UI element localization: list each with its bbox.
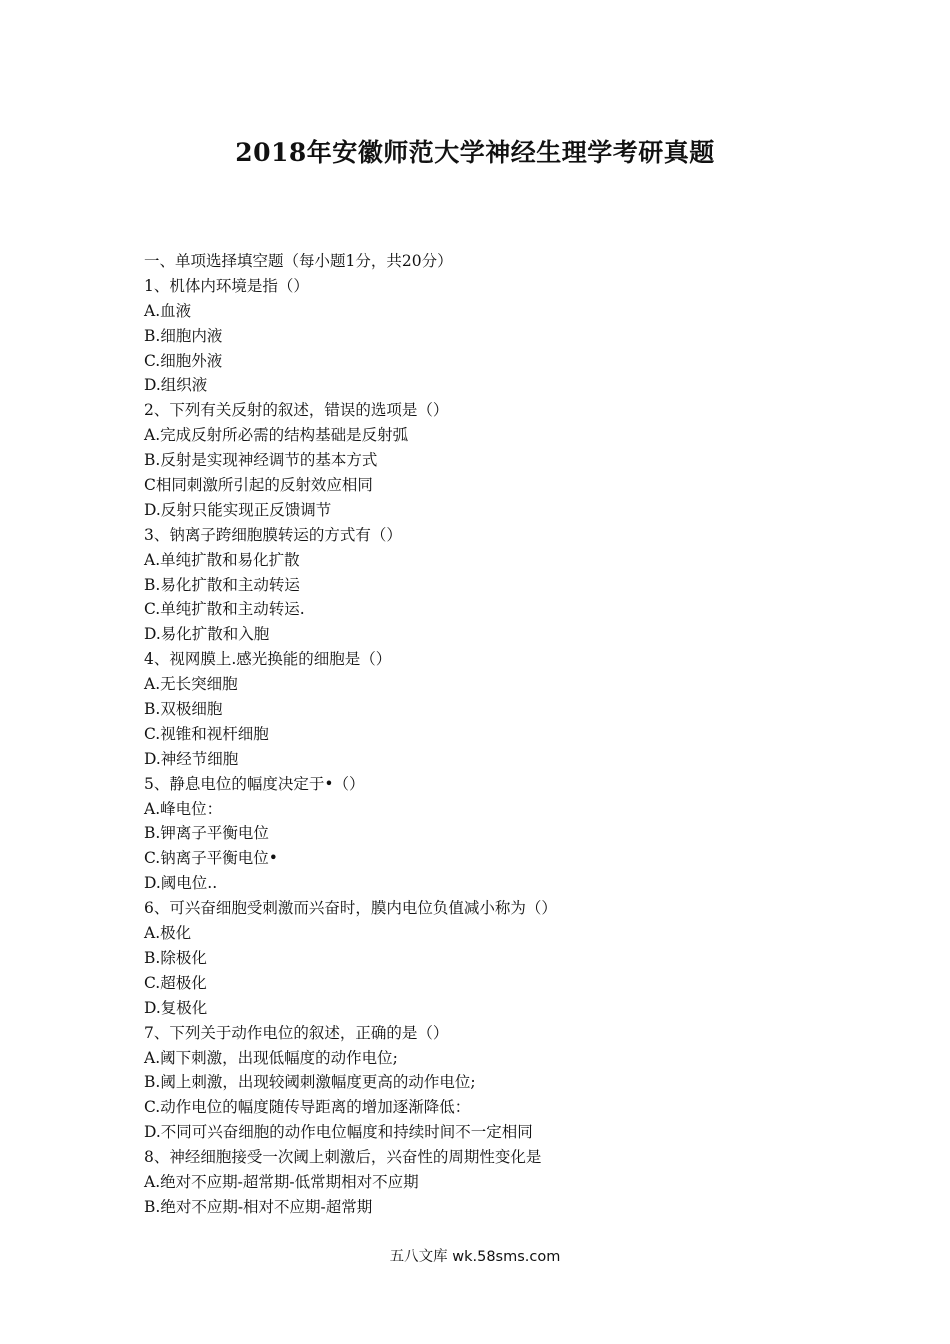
answer-option: D.复极化 xyxy=(144,998,208,1017)
answer-option: C相同刺激所引起的反射效应相同 xyxy=(144,476,373,495)
question-stem: 3、钠离子跨细胞膜转运的方式有（） xyxy=(144,525,402,544)
answer-option: B.细胞内液 xyxy=(144,326,223,345)
exam-content xyxy=(144,249,864,1220)
question-stem: 7、下列关于动作电位的叙述，正确的是（） xyxy=(144,1023,449,1042)
answer-option: A.单纯扩散和易化扩散 xyxy=(144,550,300,569)
answer-option: B.绝对不应期-相对不应期-超常期 xyxy=(144,1197,373,1216)
question-stem: 2、下列有关反射的叙述，错误的选项是（） xyxy=(144,401,449,420)
answer-option: A.阈下刺激，出现低幅度的动作电位; xyxy=(144,1048,398,1067)
answer-option: D.不同可兴奋细胞的动作电位幅度和持续时间不一定相同 xyxy=(144,1123,533,1142)
answer-option: D.组织液 xyxy=(144,376,208,395)
answer-option: D.易化扩散和入胞 xyxy=(144,625,270,644)
question-stem: 1、机体内环境是指（） xyxy=(144,276,309,295)
answer-option: C.超极化 xyxy=(144,973,207,992)
answer-option: A.无长突细胞 xyxy=(144,675,238,694)
answer-option: B.阈上刺激，出现较阈刺激幅度更高的动作电位; xyxy=(144,1073,476,1092)
answer-option: B.钾离子平衡电位 xyxy=(144,824,269,843)
question-stem: 6、可兴奋细胞受刺激而兴奋时，膜内电位负值减小称为（） xyxy=(144,899,557,918)
answer-option: A.极化 xyxy=(144,924,192,943)
answer-option: D.阈电位.. xyxy=(144,874,218,893)
answer-option: C.细胞外液 xyxy=(144,351,223,370)
footer-watermark: 五八文库 wk.58sms.com xyxy=(389,1249,561,1265)
answer-option: D.神经节细胞 xyxy=(144,749,239,768)
answer-option: A.绝对不应期-超常期-低常期相对不应期 xyxy=(144,1172,419,1191)
page-title: 2018年安徽师范大学神经生理学考研真题 xyxy=(235,138,715,167)
question-stem: 4、视网膜上.感光换能的细胞是（） xyxy=(144,650,392,669)
question-stem: 5、静息电位的幅度决定于•（） xyxy=(144,774,365,793)
answer-option: B.除极化 xyxy=(144,948,207,967)
answer-option: B.双极细胞 xyxy=(144,700,223,719)
answer-option: D.反射只能实现正反馈调节 xyxy=(144,500,332,519)
section-heading: 一、单项选择填空题（每小题1分，共20分） xyxy=(144,252,453,270)
answer-option: B.易化扩散和主动转运 xyxy=(144,575,300,594)
answer-option: C.视锥和视杆细胞 xyxy=(144,724,269,743)
answer-option: A.峰电位： xyxy=(144,799,223,818)
answer-option: C.钠离子平衡电位• xyxy=(144,849,278,868)
answer-option: B.反射是实现神经调节的基本方式 xyxy=(144,451,378,470)
answer-option: C.单纯扩散和主动转运. xyxy=(144,600,305,619)
answer-option: A.完成反射所必需的结构基础是反射弧 xyxy=(144,426,409,445)
question-stem: 8、神经细胞接受一次阈上刺激后，兴奋性的周期性变化是 xyxy=(144,1148,542,1167)
answer-option: C.动作电位的幅度随传导距离的增加逐渐降低： xyxy=(144,1098,471,1117)
answer-option: A.血液 xyxy=(144,301,192,320)
